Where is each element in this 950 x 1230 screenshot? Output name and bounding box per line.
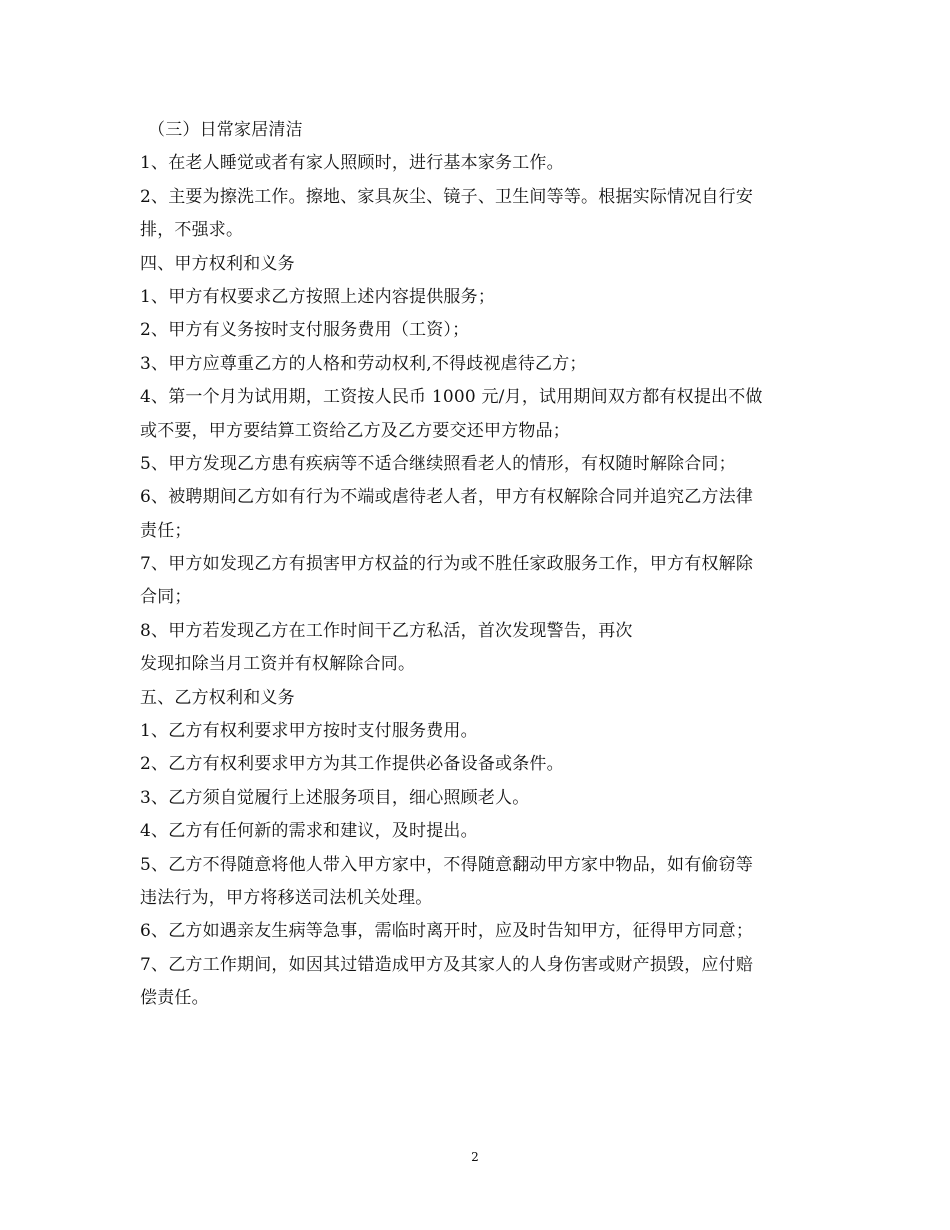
section-heading-party-a-rights: 四、甲方权利和义务	[140, 253, 295, 274]
page-number: 2	[471, 1150, 479, 1164]
paragraph-line: 4、乙方有任何新的需求和建议，及时提出。	[140, 821, 478, 842]
paragraph-line: 6、乙方如遇亲友生病等急事，需临时离开时，应及时告知甲方，征得甲方同意；	[140, 921, 754, 942]
paragraph-line: 1、乙方有权利要求甲方按时支付服务费用。	[140, 721, 478, 742]
paragraph-line: 2、乙方有权利要求甲方为其工作提供必备设备或条件。	[140, 754, 564, 775]
paragraph-line: 发现扣除当月工资并有权解除合同。	[140, 654, 416, 675]
paragraph-line: 1、在老人睡觉或者有家人照顾时，进行基本家务工作。	[140, 153, 564, 174]
paragraph-line: 1、甲方有权要求乙方按照上述内容提供服务；	[140, 286, 496, 307]
paragraph-line: 5、甲方发现乙方患有疾病等不适合继续照看老人的情形，有权随时解除合同；	[140, 453, 736, 474]
paragraph-line: 5、乙方不得随意将他人带入甲方家中，不得随意翻动甲方家中物品，如有偷窃等	[140, 854, 754, 875]
paragraph-line: 7、乙方工作期间，如因其过错造成甲方及其家人的人身伤害或财产损毁，应付赔	[140, 954, 754, 975]
section-heading-party-b-rights: 五、乙方权利和义务	[140, 687, 295, 708]
paragraph-line: 偿责任。	[140, 988, 209, 1009]
paragraph-line: 7、甲方如发现乙方有损害甲方权益的行为或不胜任家政服务工作，甲方有权解除	[140, 554, 754, 575]
paragraph-line: 4、第一个月为试用期，工资按人民币 1000 元/月，试用期间双方都有权提出不做	[140, 387, 763, 408]
paragraph-line: 责任；	[140, 520, 192, 541]
paragraph-line: 排，不强求。	[140, 220, 244, 241]
paragraph-line: 2、主要为擦洗工作。擦地、家具灰尘、镜子、卫生间等等。根据实际情况自行安	[140, 186, 754, 207]
paragraph-line: 2、甲方有义务按时支付服务费用（工资）；	[140, 320, 470, 341]
section-heading-daily-cleaning: （三）日常家居清洁	[148, 120, 303, 140]
paragraph-line: 或不要，甲方要结算工资给乙方及乙方要交还甲方物品；	[140, 420, 570, 441]
paragraph-line: 3、乙方须自觉履行上述服务项目，细心照顾老人。	[140, 787, 530, 808]
paragraph-line: 6、被聘期间乙方如有行为不端或虐待老人者，甲方有权解除合同并追究乙方法律	[140, 487, 754, 508]
paragraph-line: 8、甲方若发现乙方在工作时间干乙方私活，首次发现警告，再次	[140, 620, 633, 641]
paragraph-line: 合同；	[140, 587, 192, 608]
paragraph-line: 违法行为，甲方将移送司法机关处理。	[140, 887, 433, 908]
paragraph-line: 3、甲方应尊重乙方的人格和劳动权利,不得歧视虐待乙方；	[140, 353, 587, 374]
document-body	[140, 114, 808, 1016]
